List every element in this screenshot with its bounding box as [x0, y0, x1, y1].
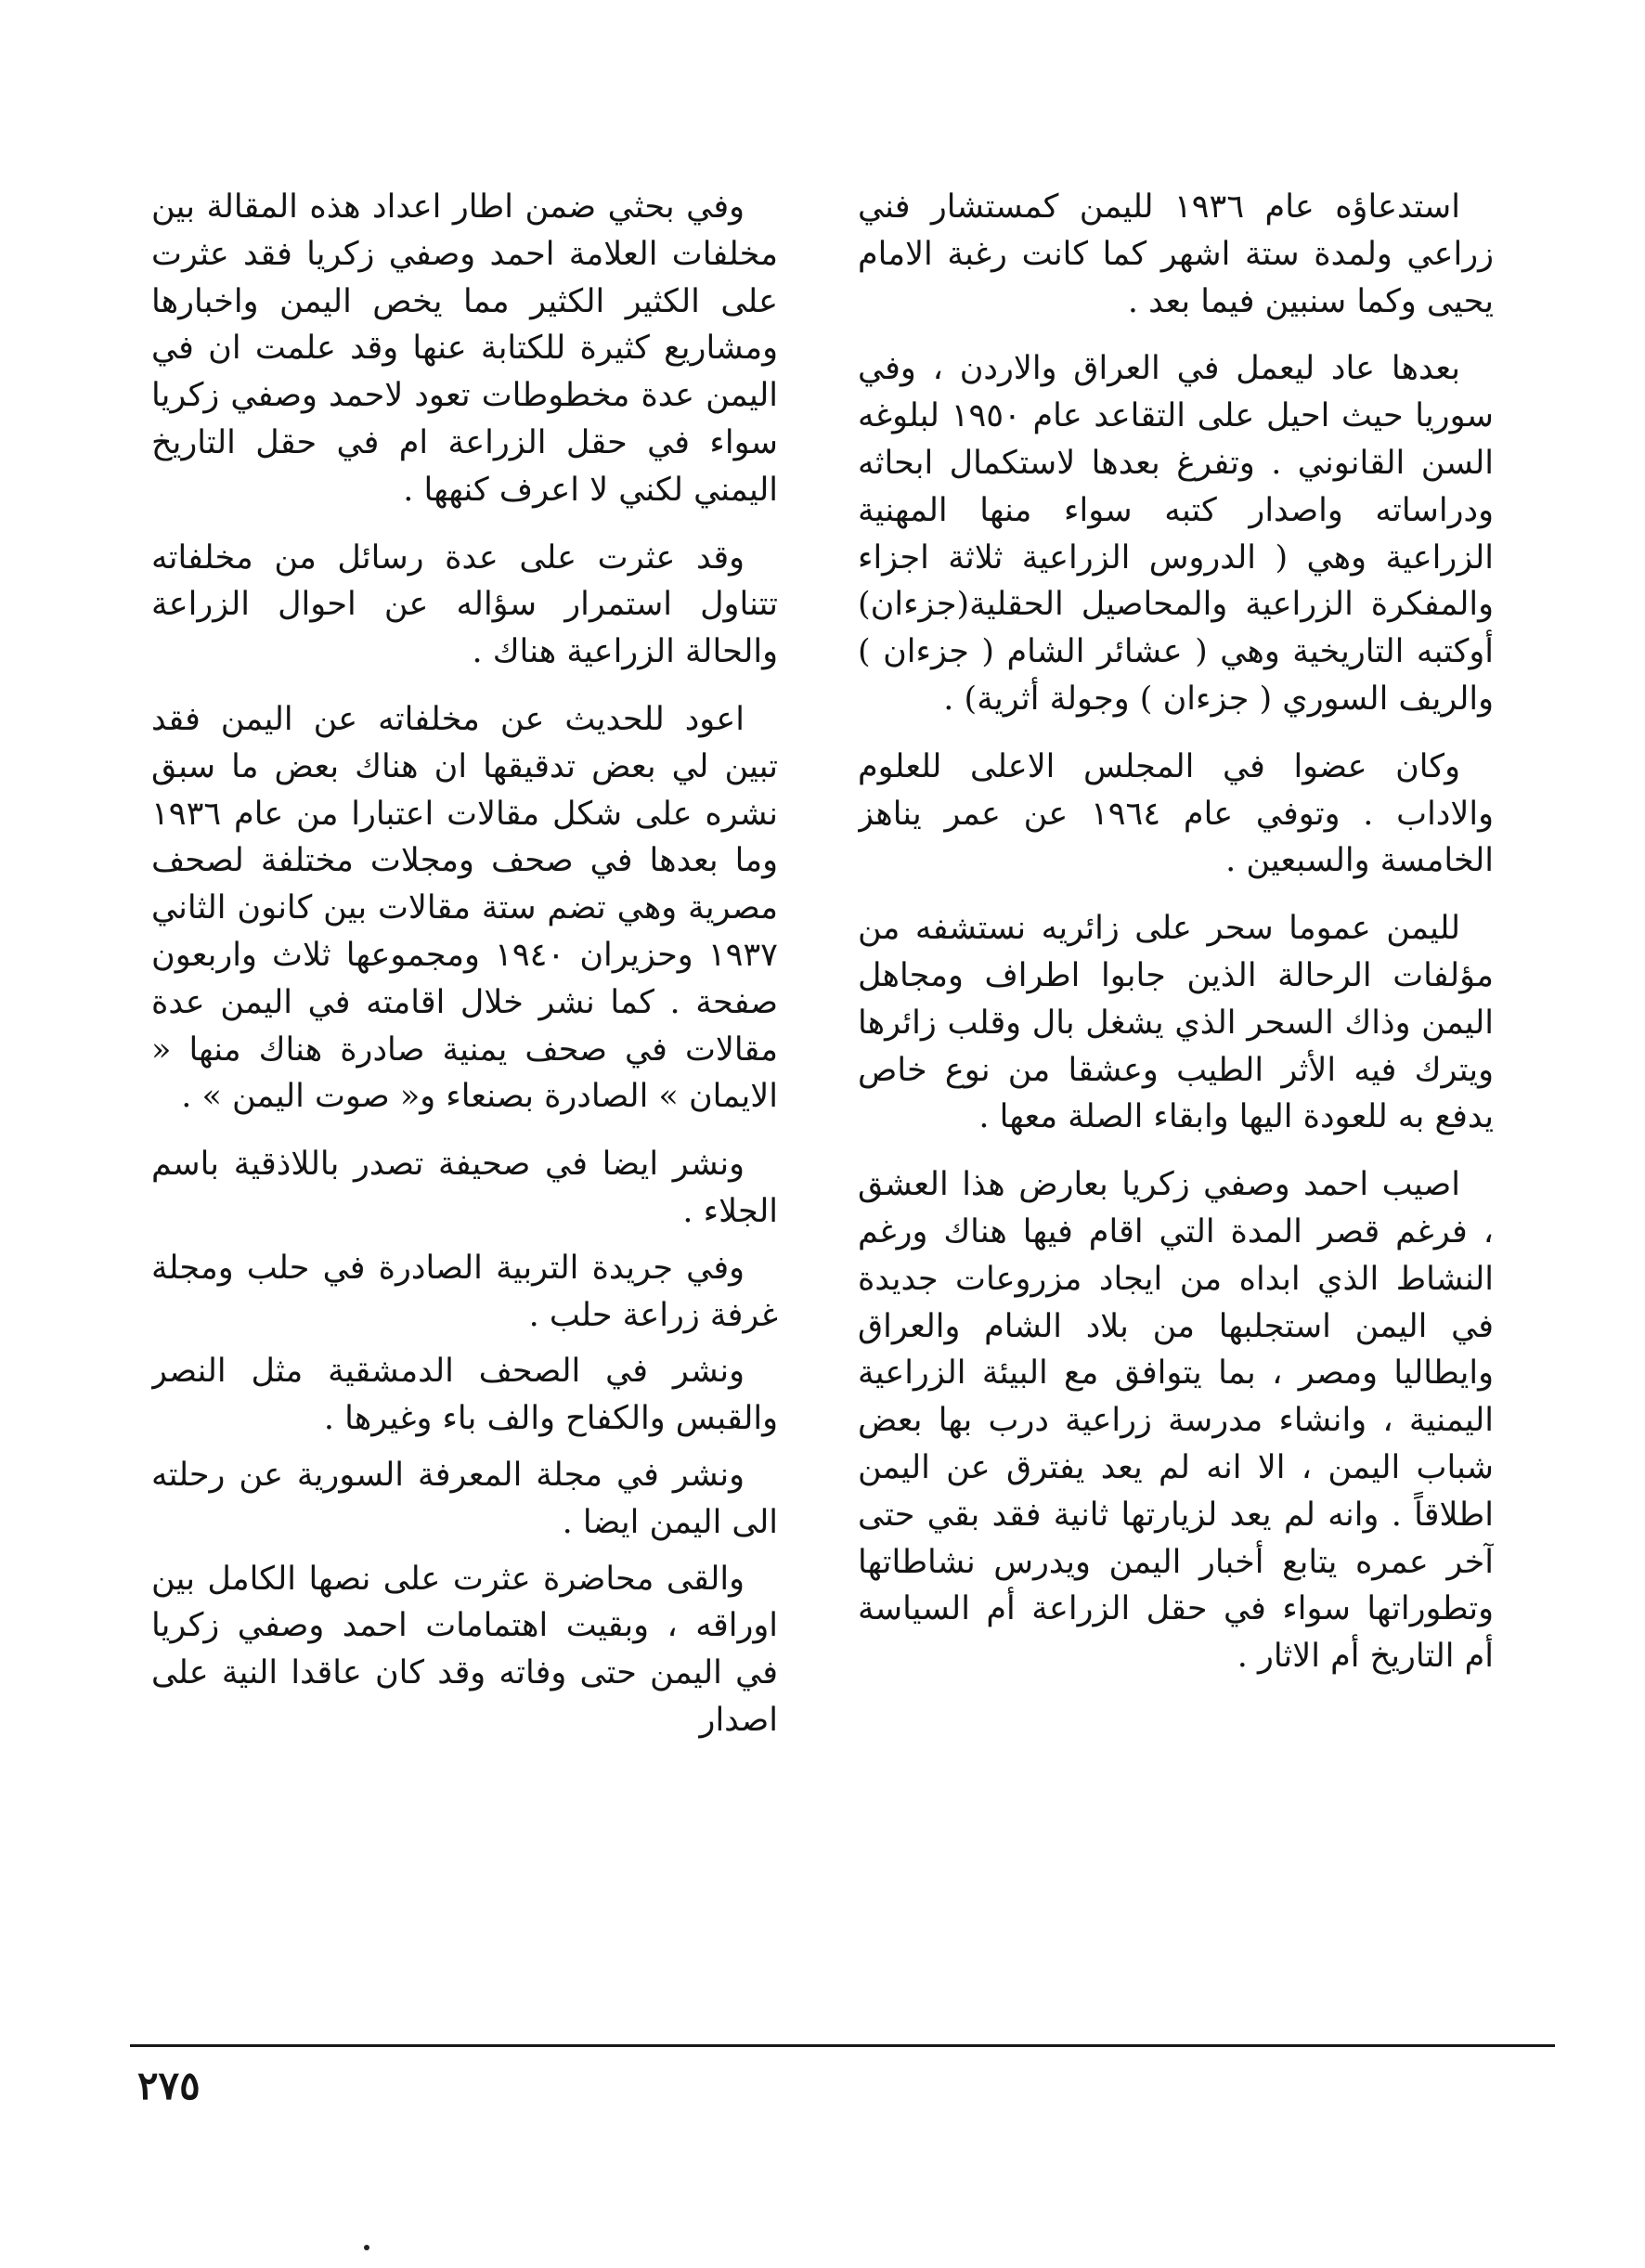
paragraph: وفي بحثي ضمن اطار اعداد هذه المقالة بين مخلفات العلامة احمد وصفي زكريا فقد عثرت على الكثير الكثير مما يخص اليمن واخبارها ومشاريع كثيرة للكتابة عنها وقد علمت ان في اليمن عدة مخطوطات تعود لاحمد وصفي زكريا سواء في حقل الزراعة ام في حقل التاريخ اليمني لكني لا اعرف كنهها .	[151, 188, 778, 509]
paragraph: وكان عضوا في المجلس الاعلى للعلوم والاداب . وتوفي عام ١٩٦٤ عن عمر يناهز الخامسة والسبعين .	[858, 747, 1494, 880]
left-text-column	[151, 184, 778, 2041]
paragraph: اصيب احمد وصفي زكريا بعارض هذا العشق ، فرغم قصر المدة التي اقام فيها هناك ورغم النشاط الذي ابداه من ايجاد مزروعات جديدة في اليمن استجلبها من بلاد الشام والعراق وايطاليا ومصر ، بما يتوافق مع البيئة الزراعية اليمنية ، وانشاء مدرسة زراعية درب بها بعض شباب اليمن ، الا انه لم يعد يفترق عن اليمن اطلاقاً . وانه لم يعد لزيارتها ثانية فقد بقي حتى آخر عمره يتابع أخبار اليمن ويدرس نشاطاتها وتطوراتها سواء في حقل الزراعة أم السياسة أم التاريخ أم الاثار .	[858, 1166, 1494, 1676]
right-text-column	[858, 184, 1494, 2041]
paragraph: اعود للحديث عن مخلفاته عن اليمن فقد تبين لي بعض تدقيقها ان هناك بعض ما سبق نشره على شكل مقالات اعتبارا من عام ١٩٣٦ وما بعدها في صحف ومجلات مختلفة لصحف مصرية وهي تضم ستة مقالات بين كانون الثاني ١٩٣٧ وحزيران ١٩٤٠ ومجموعها ثلاث واربعون صفحة . كما نشر خلال اقامته في اليمن عدة مقالات في صحف يمنية صادرة هناك منها « الايمان » الصادرة بصنعاء و« صوت اليمن » .	[151, 700, 778, 1116]
page-number: ٢٧٥	[137, 2063, 201, 2108]
paragraph: بعدها عاد ليعمل في العراق والاردن ، وفي سوريا حيث احيل على التقاعد عام ١٩٥٠ لبلوغه السن القانوني . وتفرغ بعدها لاستكمال ابحاثه ودراساته واصدار كتبه سواء منها المهنية الزراعية وهي ( الدروس الزراعية ثلاثة اجزاء والمفكرة الزراعية والمحاصيل الحقلية(جزءان) أوكتبه التاريخية وهي ( عشائر الشام ( جزءان ) والريف السوري ( جزءان ) وجولة أثرية) .	[858, 350, 1494, 718]
paragraph: ونشر في الصحف الدمشقية مثل النصر والقبس والكفاح والف باء وغيرها .	[151, 1353, 778, 1438]
paragraph: استدعاؤه عام ١٩٣٦ لليمن كمستشار فني زراعي ولمدة ستة اشهر كما كانت رغبة الامام يحيى وكما سنبين فيما بعد .	[858, 188, 1494, 320]
paragraph: والقى محاضرة عثرت على نصها الكامل بين اوراقه ، وبقيت اهتمامات احمد وصفي زكريا في اليمن حتى وفاته وقد كان عاقدا النية على اصدار	[151, 1560, 778, 1739]
scan-speck	[364, 2245, 369, 2250]
footer-divider	[130, 2044, 1555, 2047]
paragraph: لليمن عموما سحر على زائريه نستشفه من مؤلفات الرحالة الذين جابوا اطراف ومجاهل اليمن وذاك السحر الذي يشغل بال وقلب زائرها ويترك فيه الأثر الطيب وعشقا من نوع خاص يدفع به للعودة اليها وابقاء الصلة معها .	[858, 910, 1494, 1136]
paragraph: ونشر في مجلة المعرفة السورية عن رحلته الى اليمن ايضا .	[151, 1456, 778, 1541]
paragraph: ونشر ايضا في صحيفة تصدر باللاذقية باسم الجلاء .	[151, 1146, 778, 1230]
paragraph: وقد عثرت على عدة رسائل من مخلفاته تتناول استمرار سؤاله عن احوال الزراعة والحالة الزراعية هناك .	[151, 538, 778, 671]
paragraph: وفي جريدة التربية الصادرة في حلب ومجلة غرفة زراعة حلب .	[151, 1249, 778, 1334]
